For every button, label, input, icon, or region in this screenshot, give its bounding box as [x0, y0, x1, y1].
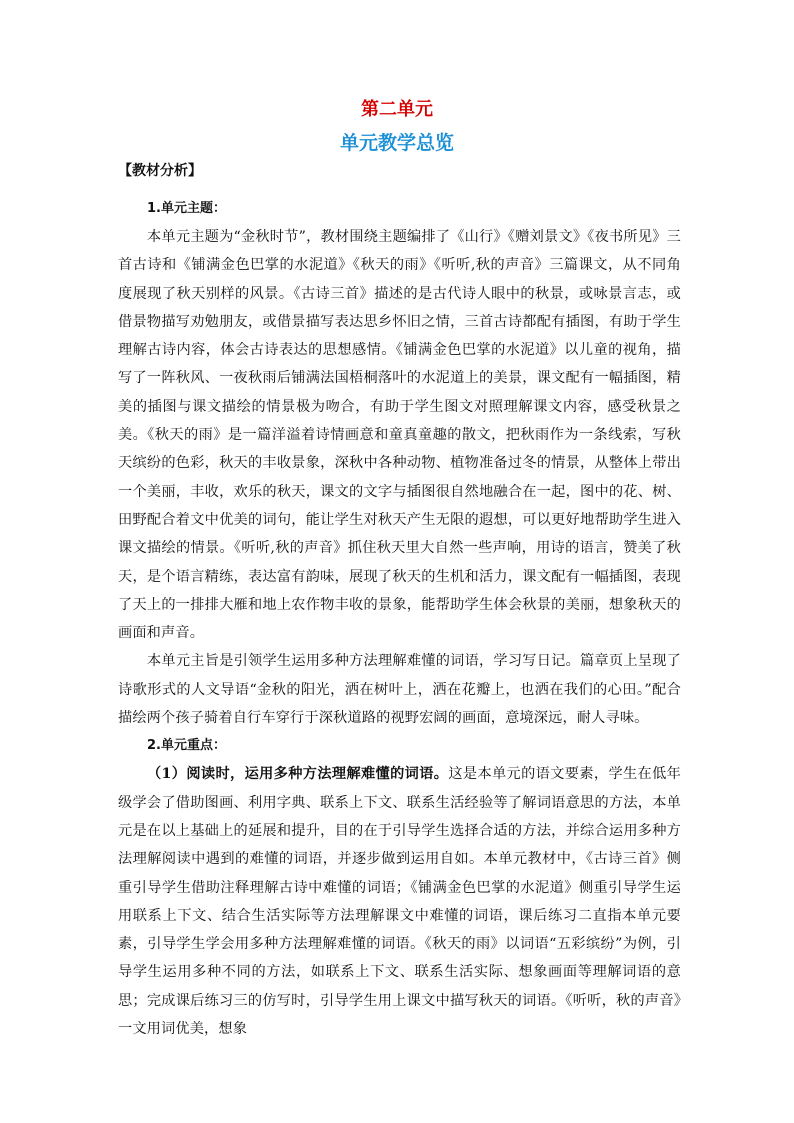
section-heading: 【教材分析】 [118, 163, 202, 179]
unit-title: 第二单元 [361, 99, 433, 120]
theme-paragraph-2: 本单元主旨是引领学生运用多种方法理解难懂的词语，学习写日记。篇章页上呈现了诗歌形式的人文导语“金秋的阳光，洒在树叶上，洒在花瓣上，也洒在我们的心田。”配合描绘两个孩子骑着自行车穿行于深秋道路的视野宏阔的画面，意境深远，耐人寻味。 [118, 653, 681, 727]
theme-subhead: 1.单元主题： [147, 201, 226, 216]
focus-lead: （1）阅读时，运用多种方法理解难懂的词语。 [147, 766, 449, 783]
overview-title: 单元教学总览 [339, 132, 454, 154]
document-body [118, 195, 681, 1043]
focus-paragraph-text: 这是本单元的语文要素，学生在低年级学会了借助图画、利用字典、联系上下文、联系生活经验等了解词语意思的方法，本单元是在以上基础上的延展和提升，目的在于引导学生选择合适的方法，并综合运用多种方法理解阅读中遇到的难懂的词语，并逐步做到运用自如。本单元教材中，《古诗三首》侧重引导学生借助注释理解古诗中难懂的词语；《铺满金色巴掌的水泥道》侧重引导学生运用联系上下文、结合生活实际等方法理解课文中难懂的词语，课后练习二直指本单元要素，引导学生学会用多种方法理解难懂的词语。《秋天的雨》以词语“五彩缤纷”为例，引导学生运用多种不同的方法，如联系上下文、联系生活实际、想象画面等理解词语的意思；完成课后练习三的仿写时，引导学生用上课文中描写秋天的词语。《听听，秋的声音》一文用词优美，想象 [118, 766, 682, 1038]
focus-subhead: 2.单元重点： [147, 738, 226, 754]
focus-paragraph-1 [118, 760, 681, 1043]
theme-paragraph-1: 本单元主题为“金秋时节”，教材围绕主题编排了《山行》《赠刘景文》《夜书所见》三首古诗和《铺满金色巴掌的水泥道》《秋天的雨》《听听,秋的声音》三篇课文，从不同角度展现了秋天别样的风景。《古诗三首》描述的是古代诗人眼中的秋景，或咏景言志，或借景物描写劝勉朋友，或借景描写表达思乡怀旧之情，三首古诗都配有插图，有助于学生理解古诗内容，体会古诗表达的思想感情。《铺满金色巴掌的水泥道》以儿童的视角，描写了一阵秋风、一夜秋雨后铺满法国梧桐落叶的水泥道上的美景，课文配有一幅插图，精美的插图与课文描绘的情景极为吻合，有助于学生图文对照理解课文内容，感受秋景之美。《秋天的雨》是一篇洋溢着诗情画意和童真童趣的散文，把秋雨作为一条线索，写秋天缤纷的色彩，秋天的丰收景象，深秋中各种动物、植物准备过冬的情景，从整体上带出一个美丽，丰收，欢乐的秋天，课文的文字与插图很自然地融合在一起，图中的花、树、田野配合着文中优美的词句，能让学生对秋天产生无限的遐想，可以更好地帮助学生进入课文描绘的情景。《听听,秋的声音》抓住秋天里大自然一些声响，用诗的语言，赞美了秋天，是个语言精练，表达富有韵味，展现了秋天的生机和活力，课文配有一幅插图，表现了天上的一排排大雁和地上农作物丰收的景象，能帮助学生体会秋景的美丽，想象秋天的画面和声音。 [118, 229, 681, 642]
